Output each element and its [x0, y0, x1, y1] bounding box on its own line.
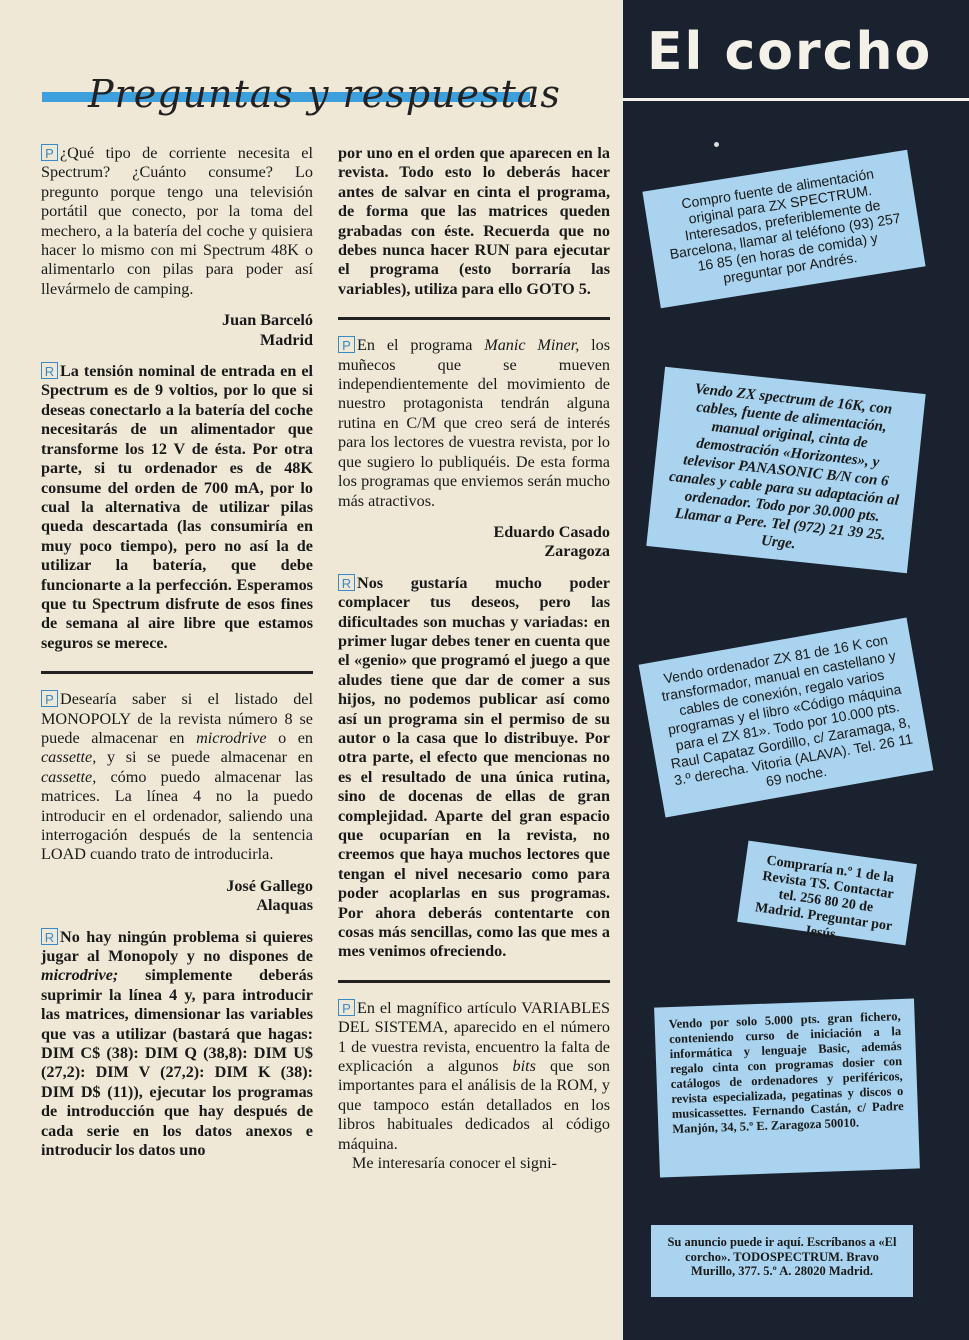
answer-2 [41, 928, 313, 1161]
author-city: Alaquas [256, 896, 313, 915]
question-4-text: que son importantes para el análisis de la ROM, y que tampoco están detallados en los libros habituales dedicados al código máquina. [338, 1057, 611, 1153]
question-badge: P [338, 999, 355, 1016]
classified-ad-5: Vendo por solo 5.000 pts. gran fichero, conteniendo curso de iniciación a la informática y lenguaje Basic, además regalo cinta con programas dosier con catálogos de ordenadores y periféricos, revista especializada, pegatinas y discos o musicassettes. Fernando Castán, c/ Padre Manjón, 34, 5.º E. Zaragoza 50010. [654, 999, 920, 1178]
author-name: Eduardo Casado [493, 522, 610, 541]
author-city: Madrid [259, 330, 313, 349]
classified-ad-4: Compraría n.º 1 de la Revista TS. Contactar tel. 256 80 20 de Madrid. Preguntar por Jesús. [737, 841, 917, 946]
author-city: Zaragoza [544, 542, 610, 561]
answer-1 [41, 362, 313, 653]
italic-term: microdrive [196, 728, 267, 747]
panel-title: El corcho [647, 22, 933, 82]
classified-ad-3: Vendo ordenador ZX 81 de 16 K con transformador, manual en castellano y cables de conexión, regalo varios programas y el libro «Código máquina para el ZX 81». Todo por 10.000 pts. Raul Capataz Gordillo, c/ Zaramaga, 8, 3.º derecha. Vitoria (ALAVA). Tel. 26 11 69 noche. [639, 618, 934, 818]
italic-term: cassette, [41, 748, 97, 767]
panel-divider [623, 98, 969, 101]
question-4-text: En el magnífico artículo VARIABLES DEL SISTEMA, aparecido en el número 1 de vuestra revista, encuentro la falta de explicación a algunos [338, 998, 610, 1076]
question-badge: P [41, 690, 58, 707]
question-3-text: En el programa [357, 336, 485, 355]
question-2-text: o en [266, 728, 313, 747]
classified-ad-2: Vendo ZX spectrum de 16K, con cables, fuente de alimentación, manual original, cinta de demostración «Horizontes», y televisor PANASONIC B/N con 6 canales y cable para su adaptación al ordenador. Todo por 30.000 pts. Llamar a Pere. Tel (972) 21 39 25. Urge. [646, 367, 925, 573]
divider [338, 317, 610, 320]
question-4 [338, 999, 610, 1154]
column-middle [338, 144, 610, 1174]
answer-badge: R [41, 928, 58, 945]
italic-term: cassette, [41, 767, 97, 786]
answer-badge: R [338, 574, 355, 591]
question-2-text: Desearía saber si el listado del MONOPOLY de la revista número 8 se puede almacenar en [41, 690, 313, 747]
author-name: José Gallego [226, 876, 313, 895]
question-3 [338, 336, 610, 511]
column-left [41, 144, 313, 1161]
answer-1-text: La tensión nominal de entrada en el Spectrum es de 9 voltios, por lo que si deseas conectarlo a la batería del coche necesitarás de un alimentador que transforme los 12 V de ésta. Por otra parte, si tu ordenador es de 48K consume del orden de 700 mA, por lo cual la alternativa de utilizar pilas queda descartada (las consumiría en muy poco tiempo), pero no así la de utilizar la batería, que debe funcionarte a la perfección. Esperamos que tu Spectrum disfrute de esos fines de semana al aire libre que estamos seguros se merece. [41, 362, 313, 652]
question-badge: P [338, 336, 355, 353]
question-1 [41, 144, 313, 299]
classified-ad-6: Su anuncio puede ir aquí. Escríbanos a «El corcho». TODOSPECTRUM. Bravo Murillo, 377. 5.º A. 28020 Madrid. [651, 1225, 913, 1297]
question-2-text: cómo puedo almacenar las matrices. La línea 4 no la puedo introducir en el ordenador, saliendo una interrogación después de la sentencia LOAD cuando trato de introducirla. [41, 767, 313, 864]
panel-header [623, 0, 969, 98]
italic-term: bits [512, 1057, 536, 1076]
section-heading: Preguntas y respuestas [88, 72, 561, 116]
answer-3-text: Nos gustaría mucho poder complacer tus deseos, pero las dificultades son muchas y variadas: en primer lugar debes tener en cuenta que el «genio» que programó el juego a que aludes tiene que dar de comer a sus hijos, no podemos publicar así como así un programa sin el permiso de su autor o la casa que lo distribuye. Por otra parte, el efecto que mencionas no es el resultado de una única rutina, sino de docenas de ellas de gran complejidad. Aparte del gran espacio que ocuparían en la revista, no creemos que haya muchos lectores que tengan el nivel necesario como para poder acoplarlas en sus programas. Por ahora deberás contentarte con cosas más sencillas, como las que mes a mes venimos ofreciendo. [338, 573, 610, 961]
answer-badge: R [41, 362, 58, 379]
divider [338, 980, 610, 983]
italic-term: microdrive; [41, 966, 119, 985]
signature-1 [41, 311, 313, 350]
question-2 [41, 690, 313, 865]
answer-2-text: simplemente deberás suprimir la línea 4 y, para introducir las matrices, dimensionar las variables que vas a utilizar (bastará que hagas: DIM C$ (38): DIM Q (38,8): DIM U$ (27,2): DIM V (27,2): DIM K (38): DIM D$ (11)), ejecutar los programas de introducción que hay después de cada serie en los datos anexos e introducir los datos uno [41, 966, 313, 1160]
classified-ad-1: Compro fuente de alimentación original para ZX SPECTRUM. Interesados, preferiblemente de Barcelona, llamar al teléfono (93) 257 16 85 (en horas de comida) y preguntar por Andrés. [642, 150, 925, 308]
question-3-text: los muñecos que se mueven independientemente del movimiento de nuestro protagonista tendrán alguna rutina en C/M que creo será de interés para los lectores de vuestra revista, por lo que sugiero lo publiquéis. De esta forma los programas que enviemos serán mucho más atractivos. [338, 336, 610, 510]
author-name: Juan Barceló [222, 311, 313, 330]
pin-dot-icon [714, 142, 719, 147]
question-badge: P [41, 144, 58, 161]
answer-3 [338, 574, 610, 962]
signature-3 [338, 523, 610, 562]
answer-2-continued: por uno en el orden que aparecen en la revista. Todo esto lo deberás hacer antes de salvar en cinta el programa, de forma que las matrices queden grabadas con éste. Recuerda que no debes nunca hacer RUN para ejecutar el programa (esto borraría las variables), utiliza para ello GOTO 5. [338, 144, 610, 298]
question-4-continued: Me interesaría conocer el signi- [352, 1154, 557, 1173]
italic-term: Manic Miner, [484, 336, 580, 355]
signature-2 [41, 877, 313, 916]
divider [41, 671, 313, 674]
answer-2-text: No hay ningún problema si quieres jugar al Monopoly y no dispones de [41, 927, 313, 966]
question-1-text: ¿Qué tipo de corriente necesita el Spectrum? ¿Cuánto consume? Lo pregunto porque tengo una televisión portátil que conecto, por la toma del mechero, a la batería del coche y quisiera hacer lo mismo con mi Spectrum 48K o alimentarlo con pilas para poder así llevármelo de camping. [41, 144, 313, 298]
question-2-text: y si se puede almacenar en [96, 748, 313, 767]
